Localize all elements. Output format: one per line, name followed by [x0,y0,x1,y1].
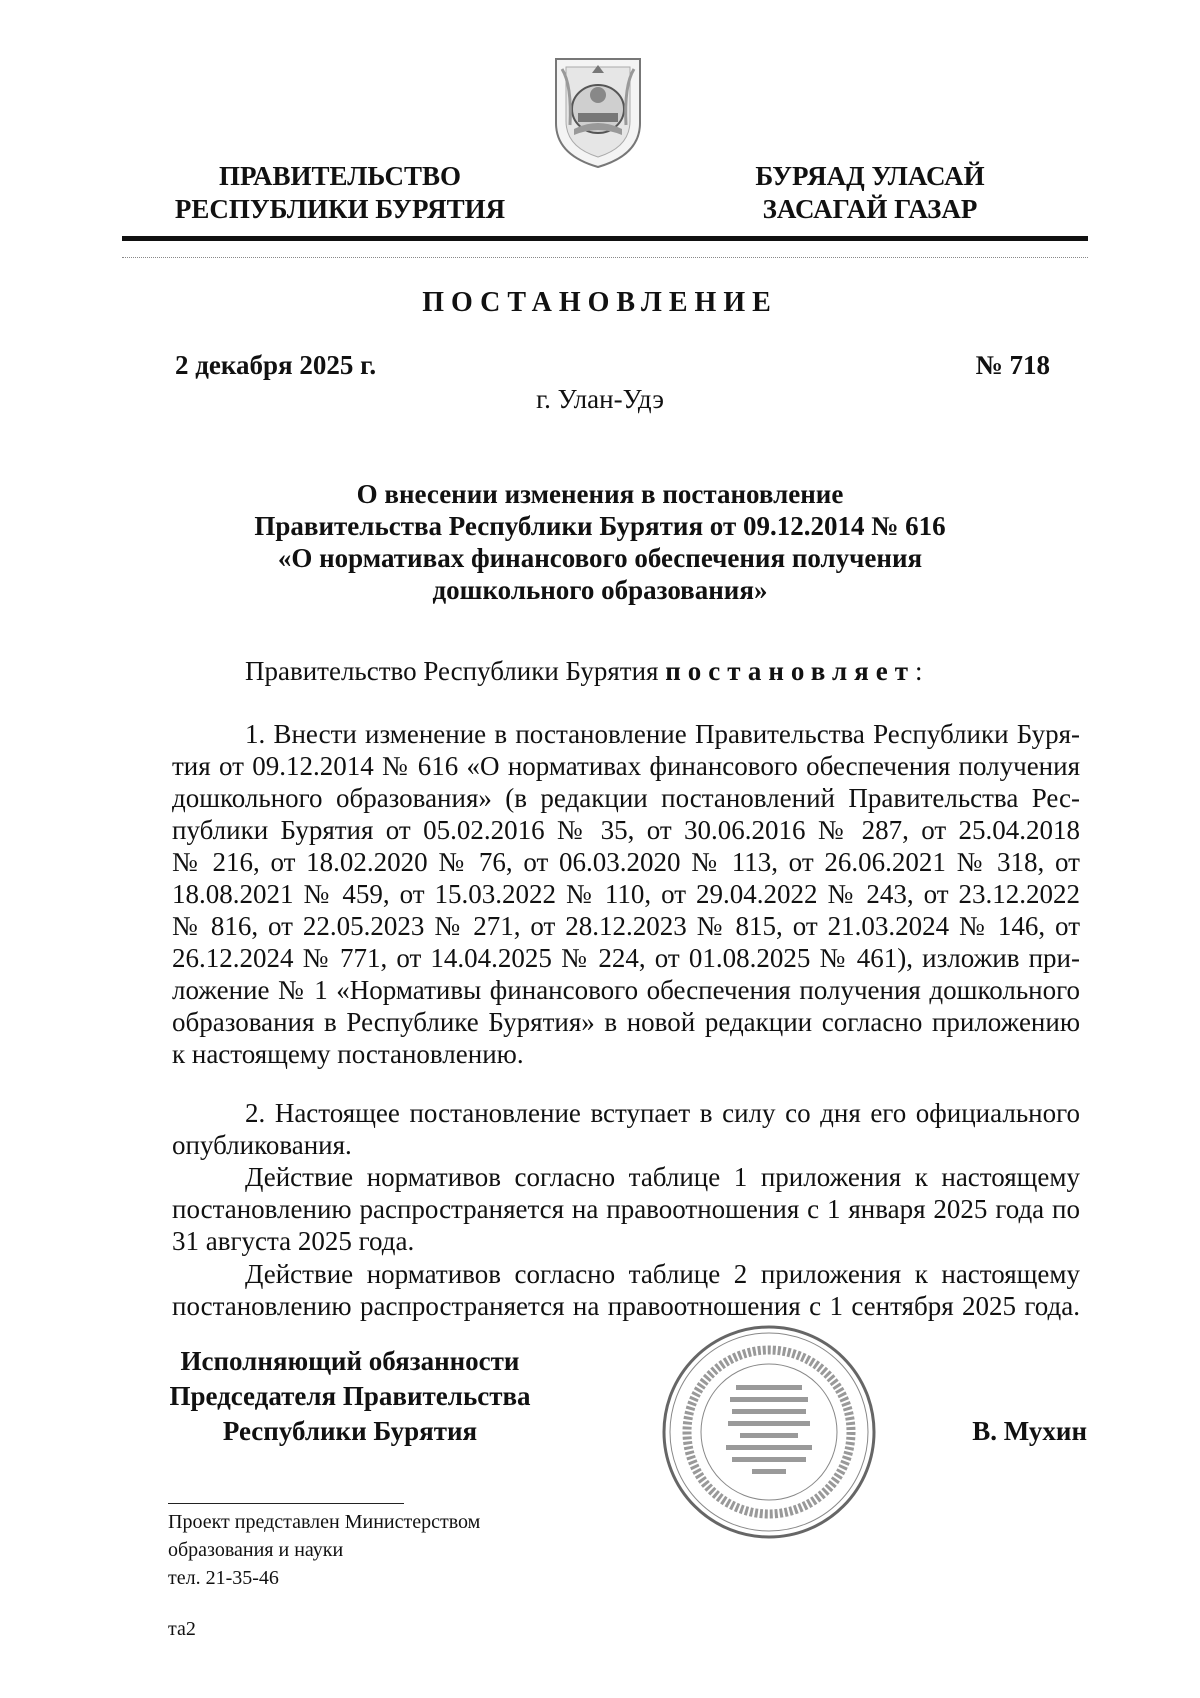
paragraph-line: постановлению распространяется на правоотношения с 1 сентября 2025 года. [172,1291,1080,1321]
header-divider-thin [122,257,1088,258]
document-date: 2 декабря 2025 г. [175,350,377,380]
header-left-line2: РЕСПУБЛИКИ БУРЯТИЯ [174,194,506,224]
paragraph-2 [172,1097,1080,1161]
paragraph-line: № 816, от 22.05.2023 № 271, от 28.12.2023 № 815, от 21.03.2024 № 146, от [172,911,1080,941]
title-line: О внесении изменения в постановление [356,479,844,509]
signatory-title-line: Председателя Правительства [169,1381,531,1411]
paragraph-line: 26.12.2024 № 771, от 14.04.2025 № 224, от 01.08.2025 № 461), изложив при- [172,943,1080,973]
paragraph-line: 1. Внести изменение в постановление Правительства Республики Буря- [245,719,1080,749]
document-city: г. Улан-Удэ [536,384,664,414]
footer-divider [168,1503,404,1504]
title-line: Правительства Республики Бурятия от 09.12.2014 № 616 [254,511,946,541]
paragraph-line: № 216, от 18.02.2020 № 76, от 06.03.2020 № 113, от 26.06.2021 № 318, от [172,847,1080,877]
paragraph-line: опубликования. [172,1130,352,1160]
title-line: дошкольного образования» [432,575,768,605]
paragraph-line: образования в Республике Бурятия» в новой редакции согласно приложению [172,1007,1080,1037]
paragraph-line: Действие нормативов согласно таблице 1 приложения к настоящему [245,1162,1080,1192]
header-divider-thick [122,236,1088,241]
paragraph-1 [172,718,1080,1070]
paragraph-line: 31 августа 2025 года. [172,1226,415,1256]
intro-colon: : [914,656,923,686]
paragraph-line: тия от 09.12.2014 № 616 «О нормативах финансового обеспечения получения [172,751,1080,781]
document-number: № 718 [975,350,1050,380]
paragraph-line: к настоящему постановлению. [172,1039,524,1069]
paragraph-line: дошкольного образования» (в редакции постановлений Правительства Рес- [172,783,1080,813]
intro-text: Правительство Республики Бурятия [245,656,666,686]
paragraph-line: 18.08.2021 № 459, от 15.03.2022 № 110, от 29.04.2022 № 243, от 23.12.2022 [172,879,1080,909]
header-right [720,160,1020,226]
paragraph-line: постановлению распространяется на правоотношения с 1 января 2025 года по [172,1194,1080,1224]
paragraph-line: 2. Настоящее постановление вступает в силу со дня его официального [245,1098,1080,1128]
header-left-line1: ПРАВИТЕЛЬСТВО [218,161,462,191]
paragraph-4 [172,1258,1080,1322]
footer-code: та2 [168,1618,196,1640]
official-round-stamp-icon [660,1323,878,1541]
intro-emphasis: постановляет [665,656,915,686]
signatory-title-line: Исполняющий обязанности [180,1346,520,1376]
paragraph-line: публики Бурятия от 05.02.2016 № 35, от 30.06.2016 № 287, от 25.04.2018 [172,815,1080,845]
footer-line: Проект представлен Министерством [168,1511,481,1533]
paragraph-line: ложение № 1 «Нормативы финансового обеспечения получения дошкольного [172,975,1080,1005]
footer-line: тел. 21-35-46 [168,1567,279,1589]
footer-line: образования и науки [168,1539,344,1561]
title-line: «О нормативах финансового обеспечения получения [277,543,923,573]
buryatia-coat-of-arms-icon [552,55,644,170]
header-right-line1: БУРЯАД УЛАСАЙ [755,161,985,191]
paragraph-line: Действие нормативов согласно таблице 2 приложения к настоящему [245,1259,1080,1289]
footer-note [168,1508,480,1592]
document-type: ПОСТАНОВЛЕНИЕ [422,287,778,318]
document-title [150,478,1050,606]
header-left [170,160,510,226]
signatory-title [150,1344,550,1449]
resolution-intro [245,656,922,687]
signatory-name: В. Мухин [972,1416,1087,1446]
signatory-title-line: Республики Бурятия [222,1416,478,1446]
header-right-line2: ЗАСАГАЙ ГАЗАР [762,194,978,224]
paragraph-3 [172,1161,1080,1257]
